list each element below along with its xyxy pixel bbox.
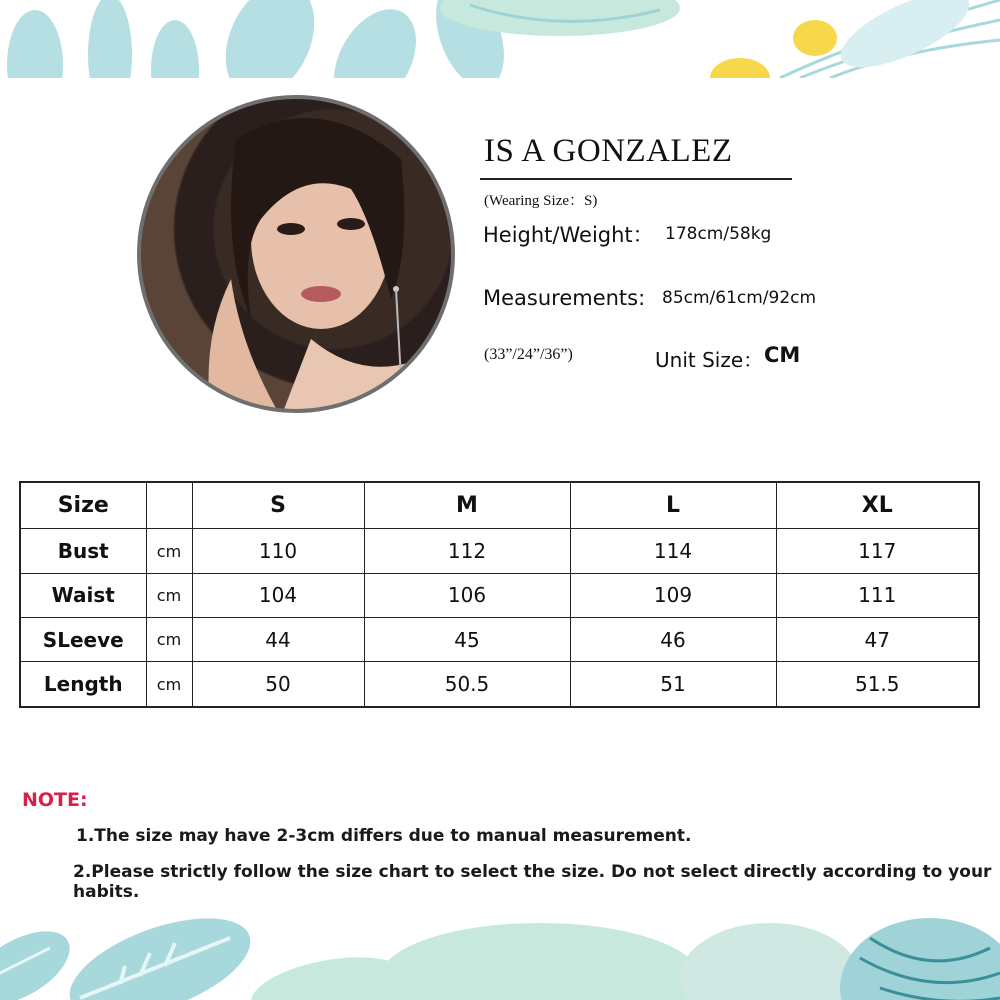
cell-value: 47	[776, 618, 979, 662]
cell-value: 106	[364, 573, 570, 617]
row-name: SLeeve	[20, 618, 146, 662]
portrait-icon	[141, 99, 455, 413]
row-unit: cm	[146, 573, 192, 617]
leaf-pattern-icon	[0, 918, 1000, 1000]
header-xl: XL	[776, 482, 979, 529]
row-name: Bust	[20, 529, 146, 573]
cell-value: 104	[192, 573, 364, 617]
row-name: Waist	[20, 573, 146, 617]
header-size: Size	[20, 482, 146, 529]
table-row	[20, 529, 979, 573]
name-underline	[480, 178, 792, 180]
cell-value: 50	[192, 662, 364, 707]
row-name: Length	[20, 662, 146, 707]
cell-value: 111	[776, 573, 979, 617]
header-s: S	[192, 482, 364, 529]
measurements-value: 85cm/61cm/92cm	[662, 288, 817, 308]
note-line-2: 2.Please strictly follow the size chart to select the size. Do not select directly according to your habits.	[73, 862, 992, 902]
table-row	[20, 662, 979, 707]
measurements-label: Measurements:	[483, 286, 646, 310]
table-header-row	[20, 482, 979, 529]
model-photo	[137, 95, 455, 413]
size-chart-table	[19, 481, 980, 708]
measurements-inch: (33”/24”/36”)	[484, 346, 573, 363]
note-title: NOTE:	[22, 789, 88, 811]
cell-value: 114	[570, 529, 776, 573]
model-name: IS A GONZALEZ	[484, 133, 733, 169]
cell-value: 51	[570, 662, 776, 707]
row-unit: cm	[146, 618, 192, 662]
unit-size-value: CM	[764, 343, 801, 367]
cell-value: 110	[192, 529, 364, 573]
table-row	[20, 618, 979, 662]
height-weight-value: 178cm/58kg	[665, 224, 772, 244]
cell-value: 50.5	[364, 662, 570, 707]
cell-value: 44	[192, 618, 364, 662]
top-leaf-decoration	[0, 0, 1000, 78]
unit-size-label: Unit Size：	[655, 348, 764, 372]
header-l: L	[570, 482, 776, 529]
cell-value: 112	[364, 529, 570, 573]
row-unit: cm	[146, 529, 192, 573]
header-unit	[146, 482, 192, 529]
leaf-pattern-icon	[0, 0, 1000, 78]
note-line-1: 1.The size may have 2-3cm differs due to manual measurement.	[76, 826, 692, 846]
wearing-size: (Wearing Size：S)	[484, 193, 598, 209]
header-m: M	[364, 482, 570, 529]
cell-value: 117	[776, 529, 979, 573]
height-weight-label: Height/Weight：	[483, 223, 654, 247]
bottom-leaf-decoration	[0, 918, 1000, 1000]
table-row	[20, 573, 979, 617]
cell-value: 46	[570, 618, 776, 662]
cell-value: 45	[364, 618, 570, 662]
row-unit: cm	[146, 662, 192, 707]
cell-value: 109	[570, 573, 776, 617]
cell-value: 51.5	[776, 662, 979, 707]
